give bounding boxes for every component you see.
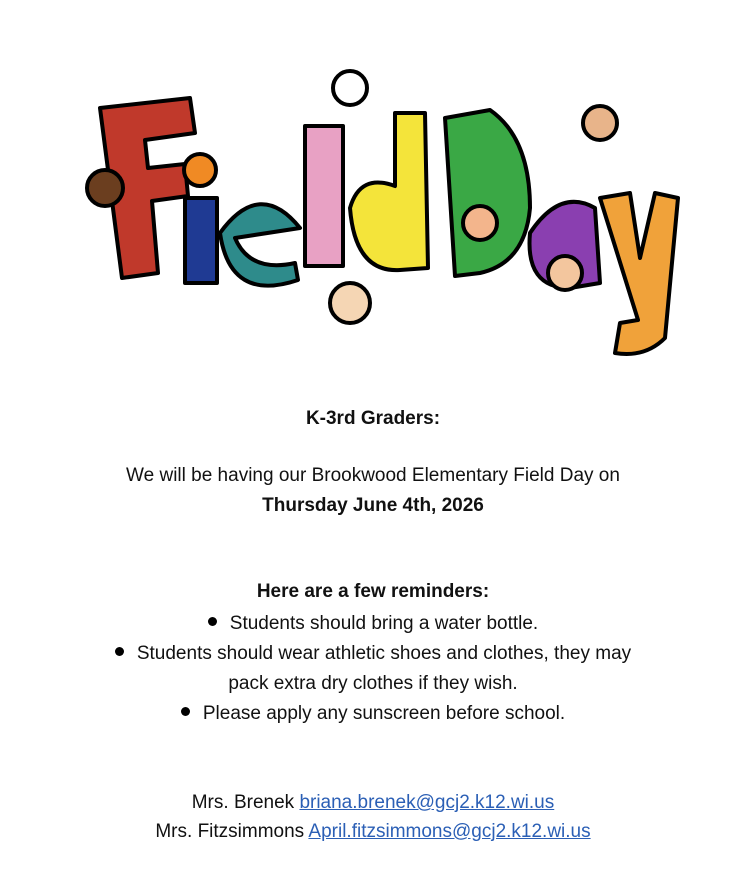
contact-email-link[interactable]: briana.brenek@gcj2.k12.wi.us xyxy=(299,792,555,813)
intro-line: We will be having our Brookwood Elementary Field Day on xyxy=(126,465,620,486)
volleyball-icon xyxy=(333,71,367,105)
list-item: Please apply any sunscreen before school. xyxy=(0,699,746,729)
letter-e-shape xyxy=(220,204,300,285)
letter-i-shape xyxy=(185,198,217,283)
contact-name: Mrs. Brenek xyxy=(191,792,295,813)
field-day-banner-image xyxy=(60,58,690,388)
bullet-icon xyxy=(181,707,190,716)
contact-email-link[interactable]: April.fitzsimmons@gcj2.k12.wi.us xyxy=(308,821,591,842)
reminders-title: Here are a few reminders: xyxy=(256,581,490,602)
bullet-icon xyxy=(115,647,124,656)
letter-d-shape xyxy=(350,113,428,270)
reminders-list xyxy=(0,609,746,729)
contact-name: Mrs. Fitzsimmons xyxy=(155,821,305,842)
letter-y-shape xyxy=(600,193,678,354)
letter-l-shape xyxy=(305,126,343,266)
list-item: Students should wear athletic shoes and clothes, they may xyxy=(0,639,746,669)
bullet-icon xyxy=(208,617,217,626)
audience-heading: K-3rd Graders: xyxy=(305,408,441,429)
event-date: Thursday June 4th, 2026 xyxy=(262,495,484,516)
letter-D-shape xyxy=(445,110,530,276)
contact-list xyxy=(0,788,746,846)
list-item-continuation: pack extra dry clothes if they wish. xyxy=(228,673,518,694)
contact-row xyxy=(0,817,746,846)
intro-paragraph xyxy=(0,461,746,521)
contact-row xyxy=(0,788,746,817)
list-item: Students should bring a water bottle. xyxy=(0,609,746,639)
